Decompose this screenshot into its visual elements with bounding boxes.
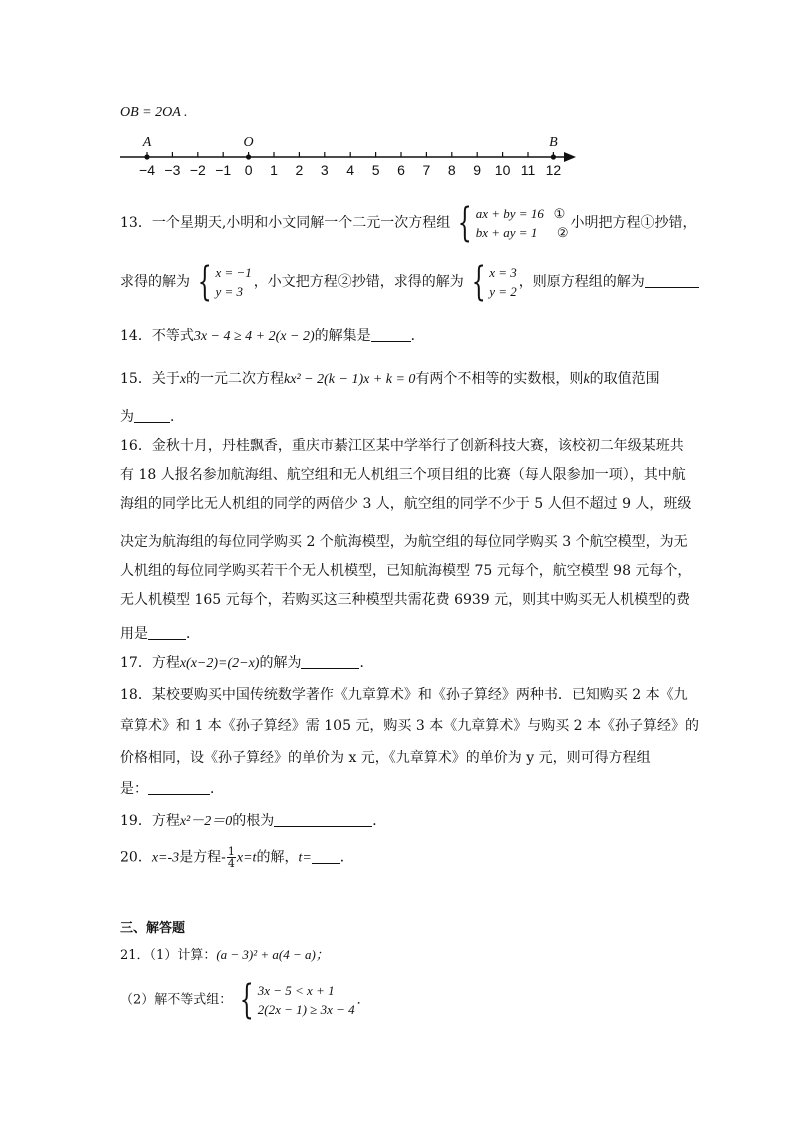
q15-answer-blank[interactable] [134, 408, 170, 423]
point-o-label: O [243, 135, 254, 150]
question-18-line1: 18．某校要购买中国传统数学著作《九章算术》和《孙子算经》两种书．已知购买 2 本《九 [120, 687, 688, 703]
q13-solution-1: { x = −1 y = 3 [197, 259, 252, 305]
q16-answer-blank[interactable] [148, 625, 186, 640]
q13-sol1-x: x = −1 [215, 265, 252, 280]
q15-number: 15． [120, 371, 152, 387]
q20-frac-num: 1 [227, 845, 235, 858]
q13-line2-a: 求得的解为 [120, 274, 190, 290]
question-13-line1 [120, 200, 697, 246]
question-20 [120, 846, 354, 869]
q15-text-b: 的一元二次方程 [186, 371, 285, 387]
question-16-line2: 有 18 人报名参加航海组、航空组和无人机组三个项目组的比赛（每人限参加一项），其中航 [120, 467, 686, 483]
q20-text-c: x=t [236, 850, 257, 866]
q20-frac-den: 4 [227, 857, 235, 870]
q13-line2-b: ，小文把方程②抄错，求得的解为 [253, 274, 464, 290]
q21-part1-label: （1）计算： [149, 948, 217, 963]
q13-number: 13． [120, 215, 152, 231]
tick-label: 3 [320, 162, 329, 178]
q13-text-b: 小明把方程①抄错， [570, 215, 697, 231]
q15-text-c: 有两个不相等的实数根，则 [415, 371, 584, 387]
question-21-part2 [120, 977, 370, 1023]
tick-label: 12 [545, 162, 562, 178]
q13-answer-blank[interactable] [645, 273, 699, 288]
q13-line2-c: ，则原方程组的解为 [518, 274, 645, 290]
tick-label: −1 [215, 162, 232, 178]
q15-text-a: 关于 [151, 371, 180, 387]
q15-var-k: k [583, 372, 590, 387]
q14-text-a: 不等式 [151, 328, 194, 344]
q20-text-d: 的解， [256, 849, 299, 866]
q20-number: 20． [120, 849, 152, 866]
q20-text-e: t= [298, 850, 312, 866]
q13-eq2: bx + ay = 1 [475, 225, 538, 240]
q13-solution-2: { x = 3 y = 2 [471, 259, 517, 305]
q15-end: ． [170, 409, 184, 425]
q13-eq1: ax + by = 16 [475, 206, 544, 221]
tick-label: −3 [164, 162, 181, 178]
point-a-dot [144, 154, 149, 159]
question-16-line6: 无人机模型 165 元每个，若购买这三种模型共需花费 6939 元，则其中购买无人机模型的费 [120, 592, 691, 608]
q17-text-b: 的解为 [259, 655, 302, 671]
q14-answer-blank[interactable] [371, 327, 411, 342]
question-18-line3: 价格相同，设《孙子算经》的单价为 x 元，《九章算术》的单价为 y 元，则可得方程组 [120, 750, 651, 766]
question-16-line4: 决定为航海组的每位同学购买 2 个航海模型，为航空组的每位同学购买 3 个航空模型，为无 [120, 534, 688, 550]
q19-text-a: 方程 [151, 813, 180, 829]
q20-text-a: x=-3 [151, 850, 180, 866]
q17-number: 17． [120, 655, 152, 671]
q21-part2-label: （2）解不等式组： [120, 992, 233, 1008]
tick-label: 6 [397, 162, 405, 178]
tick-label: 5 [371, 162, 380, 178]
question-16-line1: 16．金秋十月，丹桂飘香，重庆市綦江区某中学举行了创新科技大赛，该校初二年级某班共 [120, 438, 684, 454]
q21-number: 21． [120, 948, 150, 963]
point-a-label: A [142, 135, 152, 150]
q19-text-b: 的根为 [232, 813, 275, 829]
q20-fraction [227, 846, 236, 869]
q20-end: ． [339, 849, 354, 866]
q16-last: 用是 [120, 626, 148, 642]
tick-label: 8 [447, 162, 456, 178]
tick-label: 4 [346, 162, 355, 178]
tick-label: 0 [244, 162, 253, 178]
tick-label: −4 [139, 162, 155, 178]
point-o-dot [246, 154, 251, 159]
q13-equation-system: { ax + by = 16 ① bx + ay = 1 ② [458, 200, 569, 246]
q21-ineq2: 2(2x − 1) ≥ 3x − 4 [257, 1002, 355, 1017]
question-13-line2 [120, 259, 699, 305]
question-17 [120, 653, 373, 674]
q14-expression: 3x − 4 ≥ 4 + 2(x − 2) [193, 329, 315, 344]
question-16-line5: 人机组的每位同学购买若干个无人机模型，已知航海模型 75 元每个，航空模型 98 元每个， [120, 563, 692, 579]
tick-label: 2 [295, 162, 304, 178]
q19-end: ． [372, 813, 387, 829]
question-19 [120, 811, 386, 832]
q18-answer-blank[interactable] [148, 780, 210, 795]
q14-text-b: 的解集是 [314, 328, 371, 344]
q13-sol2-x: x = 3 [489, 265, 517, 280]
q13-mark2: ② [556, 225, 569, 240]
q20-text-b: 是方程- [179, 849, 226, 866]
tick-label: 7 [422, 162, 431, 178]
q18-end: ． [210, 781, 224, 797]
q13-mark1: ① [553, 206, 566, 221]
q15-line2: 为 [120, 409, 134, 425]
point-b-label: B [549, 135, 558, 150]
q14-number: 14． [120, 328, 152, 344]
question-15-line1 [120, 369, 660, 390]
q20-answer-blank[interactable] [312, 849, 340, 864]
q13-text-a: 一个星期天,小明和小文同解一个二元一次方程组 [151, 215, 451, 231]
q18-last: 是： [120, 781, 148, 797]
intro-text: OB = 2OA . [120, 105, 188, 120]
q15-var-x: x [179, 372, 187, 387]
q21-part1-expression: (a − 3)² + a(4 − a)； [216, 947, 329, 962]
question-14 [120, 326, 425, 347]
q15-expression: kx² − 2(k − 1)x + k = 0 [284, 372, 416, 387]
tick-label: 10 [494, 162, 511, 178]
q15-text-d: 的取值范围 [589, 371, 660, 387]
question-21-part1 [120, 945, 329, 966]
q21-end: ． [356, 992, 370, 1008]
q17-end: ． [359, 655, 374, 671]
q13-sol1-y: y = 3 [215, 284, 243, 299]
tick-label: −2 [189, 162, 206, 178]
q14-end: ． [410, 328, 425, 344]
q16-end: ． [186, 626, 200, 642]
q21-inequality-system: { 3x − 5 < x + 1 2(2x − 1) ≥ 3x − 4 [240, 977, 355, 1023]
tick-label: 9 [473, 162, 482, 178]
q19-answer-blank[interactable] [274, 812, 372, 827]
point-b-dot [551, 154, 556, 159]
q17-text-a: 方程 [151, 655, 180, 671]
question-16-line3: 海组的同学比无人机组的同学的两倍少 3 人，航空组的同学不少于 5 人但不超过 9 人，班级 [120, 496, 692, 512]
q21-ineq1: 3x − 5 < x + 1 [257, 983, 335, 998]
q17-expression: x(x−2)=(2−x) [179, 656, 260, 671]
q19-number: 19． [120, 813, 152, 829]
q19-expression: x²－2＝0 [179, 814, 233, 829]
q13-sol2-y: y = 2 [489, 284, 517, 299]
question-15-line2 [120, 407, 184, 427]
question-18-line4 [120, 779, 224, 799]
section-3-title: 三、解答题 [120, 921, 186, 936]
question-16-line7 [120, 624, 200, 644]
q17-answer-blank[interactable] [301, 654, 359, 669]
question-18-line2: 章算术》和 1 本《孙子算经》需 105 元，购买 3 本《九章算术》与购买 2 本《孙子算经》的 [120, 718, 700, 734]
tick-label: 11 [520, 162, 536, 178]
tick-label: 1 [270, 162, 278, 178]
